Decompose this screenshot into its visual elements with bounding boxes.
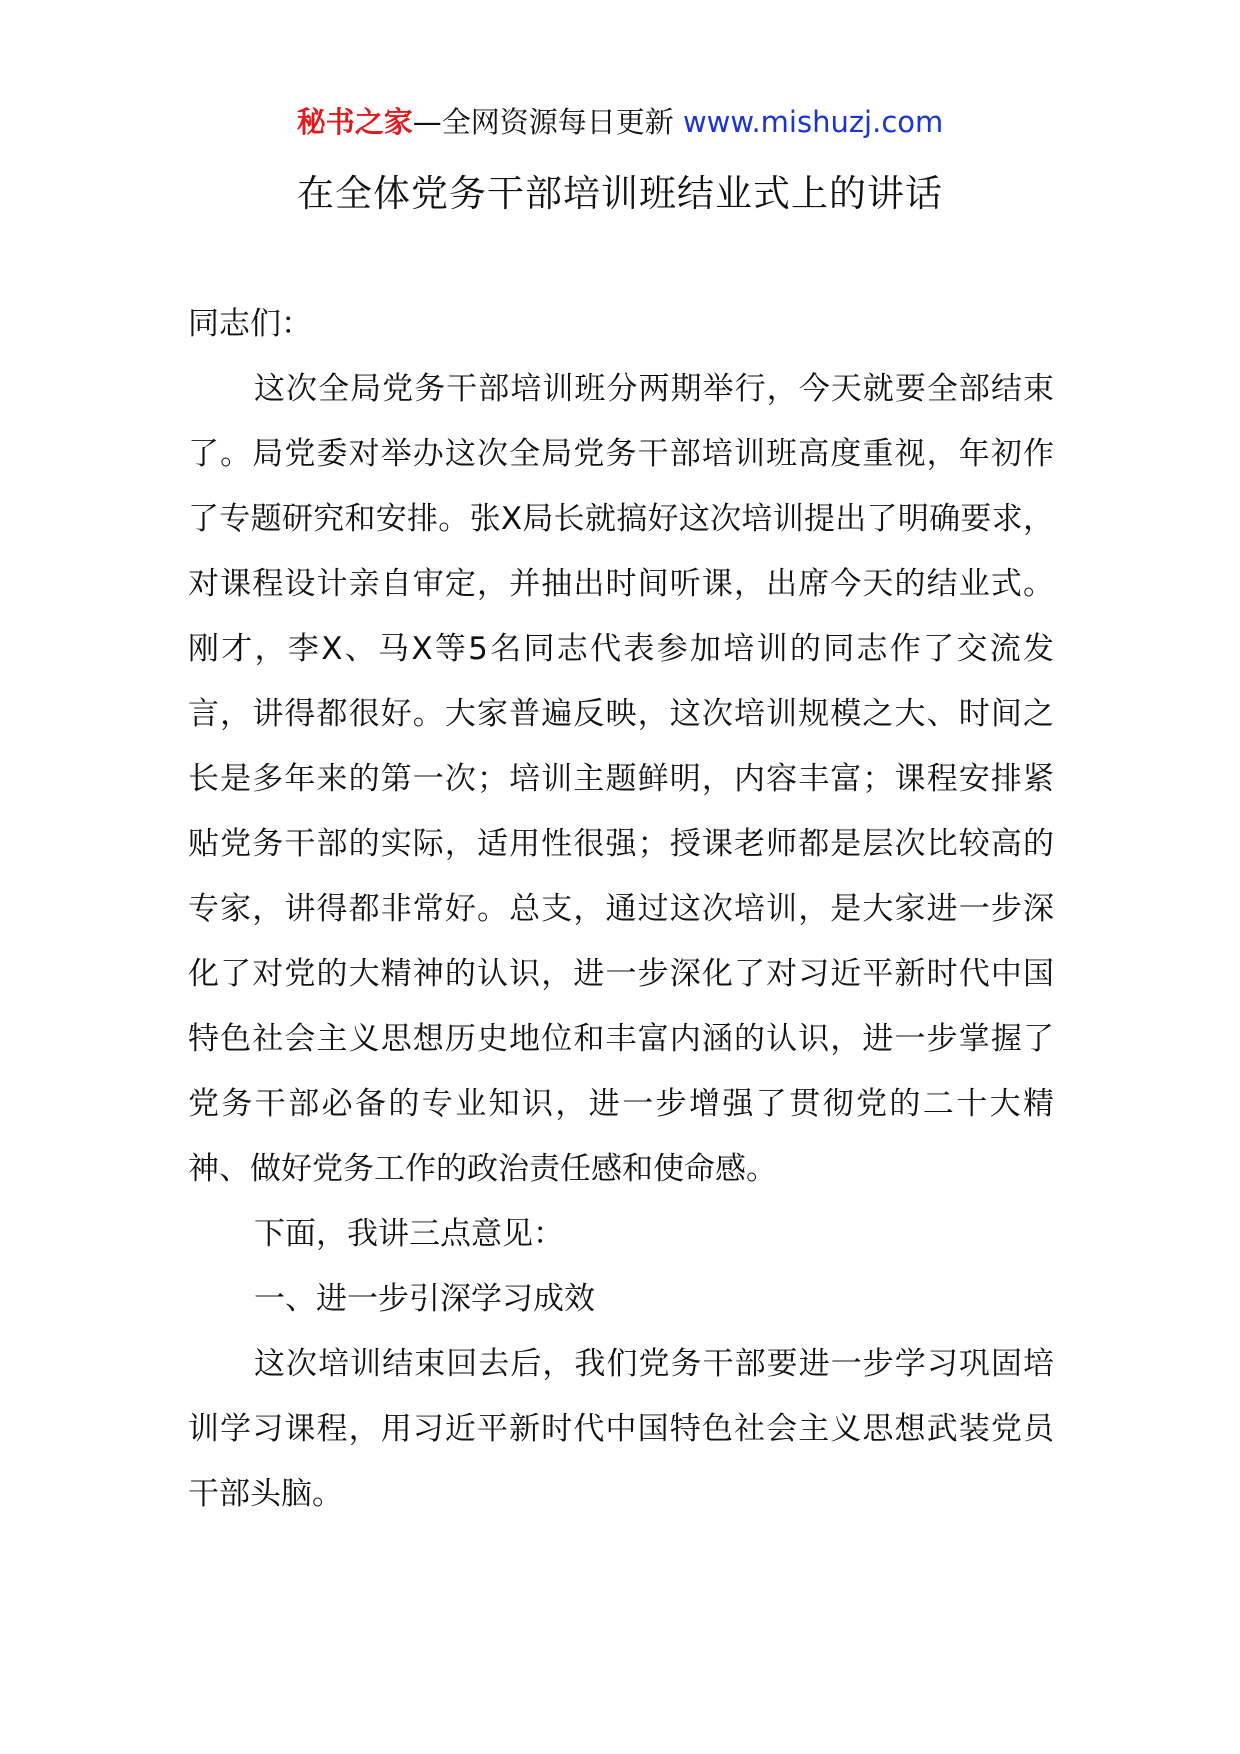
site-slogan: —全网资源每日更新	[412, 105, 674, 139]
salutation: 同志们：	[188, 306, 312, 342]
site-url-link[interactable]: www.mishuzj.com	[682, 105, 944, 139]
site-brand: 秘书之家	[296, 105, 413, 139]
section-heading-1: 一、进一步引深学习成效	[254, 1281, 595, 1317]
paragraph-section-1: 这次培训结束回去后，我们党务干部要进一步学习巩固培训学习课程，用习近平新时代中国特色社会主义思想武装党员干部头脑。	[188, 1346, 1054, 1512]
document-body	[188, 292, 1054, 1527]
site-header	[0, 100, 1240, 144]
paragraph-transition: 下面，我讲三点意见：	[254, 1216, 564, 1252]
paragraph-intro: 这次全局党务干部培训班分两期举行，今天就要全部结束了。局党委对举办这次全局党务干部培训班高度重视，年初作了专题研究和安排。张X局长就搞好这次培训提出了明确要求，对课程设计亲自审定，并抽出时间听课，出席今天的结业式。刚才，李X、马X等5名同志代表参加培训的同志作了交流发言，讲得都很好。大家普遍反映，这次培训规模之大、时间之长是多年来的第一次；培训主题鲜明，内容丰富；课程安排紧贴党务干部的实际，适用性很强；授课老师都是层次比较高的专家，讲得都非常好。总支，通过这次培训，是大家进一步深化了对党的大精神的认识，进一步深化了对习近平新时代中国特色社会主义思想历史地位和丰富内涵的认识，进一步掌握了党务干部必备的专业知识，进一步增强了贯彻党的二十大精神、做好党务工作的政治责任感和使命感。	[188, 371, 1054, 1187]
document-title: 在全体党务干部培训班结业式上的讲话	[297, 172, 943, 215]
